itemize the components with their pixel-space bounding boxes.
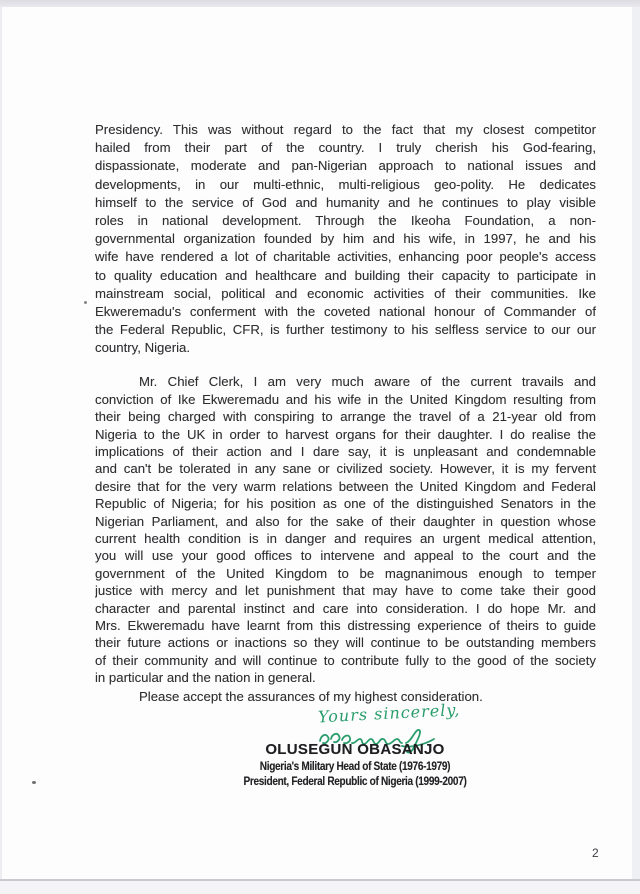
text-line: you will use your good offices to intervene and appeal to the court and the [95,548,596,564]
text-line: the Federal Republic, CFR, is further testimony to his selfless service to our our [95,322,596,338]
text-line: developments, in our multi-ethnic, multi-religious geo-polity. He dedicates [95,176,596,192]
valediction-handwritten: Yours sincerely, [317,700,461,727]
closing-line: Please accept the assurances of my highest consideration. [139,689,483,704]
letter-body [95,121,596,686]
paragraph [95,373,596,686]
signatory-name: OLUSEGUN OBASANJO [265,741,445,758]
text-line: Nigeria to the UK in order to harvest organs for their daughter. I do realise the [95,426,596,442]
text-line: current health condition is in danger and requires an urgent medical attention, [95,530,596,546]
page-number: 2 [592,846,599,860]
paragraph [95,121,596,357]
text-line: implications of their action and I dare say, it is unpleasant and condemnable [95,444,596,459]
text-line: justice with mercy and let punishment that may have to come take their good [95,583,596,599]
text-line: hailed from their part of the country. I truly cherish his God-fearing, [95,140,596,156]
text-line: in particular and the nation in general. [95,670,316,686]
text-line: mainstream social, political and economic activities of their communities. Ike [95,285,596,301]
scan-bottom-margin [0,881,640,894]
signatory-title-1: Nigeria's Military Head of State (1976-1979) [259,759,451,773]
scan-speck [32,781,36,784]
text-line: himself to the service of God and humanity and he continues to play visible [95,194,596,210]
scan-right-edge [632,7,640,879]
scan-speck [84,301,87,304]
text-line: Nigerian Parliament, and also for the sake of their daughter in question whose [95,513,596,529]
text-line: their future actions or inactions so they will continue to be outstanding members [95,635,596,651]
text-line: dispassionate, moderate and pan-Nigerian approach to national issues and [95,158,596,174]
text-line: Republic of Nigeria; for his position as one of the distinguished Senators in the [95,496,596,512]
text-line: desire that for the very warm relations between the United Kingdom and Federal [95,478,596,494]
text-line: conviction of Ike Ekweremadu and his wife in the United Kingdom resulting from [95,391,596,407]
signatory-title-2: President, Federal Republic of Nigeria (1999-2007) [243,774,467,788]
text-line: roles in national development. Through the Ikeoha Foundation, a non- [95,212,596,228]
text-line: Mr. Chief Clerk, I am very much aware of the current travails and [139,374,596,390]
text-line: character and parental instinct and care into consideration. I do hope Mr. and [95,600,596,616]
text-line: Ekweremadu's conferment with the coveted national honour of Commander of [95,303,596,319]
text-line: of their community and will continue to contribute fully to the good of the society [95,652,596,668]
scan-top-edge [0,0,640,7]
text-line: Mrs. Ekweremadu have learnt from this distressing experience of theirs to guide [95,617,596,633]
scan-left-edge [0,7,2,879]
text-line: their being charged with conspiring to arrange the travel of a 21-year old from [95,409,596,425]
text-line: country, Nigeria. [95,340,191,356]
text-line: government of the United Kingdom to be magnanimous enough to temper [95,565,596,581]
text-line: wife have rendered a lot of charitable activities, enhancing poor people's access [95,249,596,265]
text-line: to quality education and healthcare and building their capacity to participate in [95,267,596,283]
text-line: Presidency. This was without regard to the fact that my closest competitor [95,122,596,137]
text-line: governmental organization founded by him and his wife, in 1997, he and his [95,231,596,247]
text-line: and can't be tolerated in any sane or civilized society. However, it is my fervent [95,461,596,477]
